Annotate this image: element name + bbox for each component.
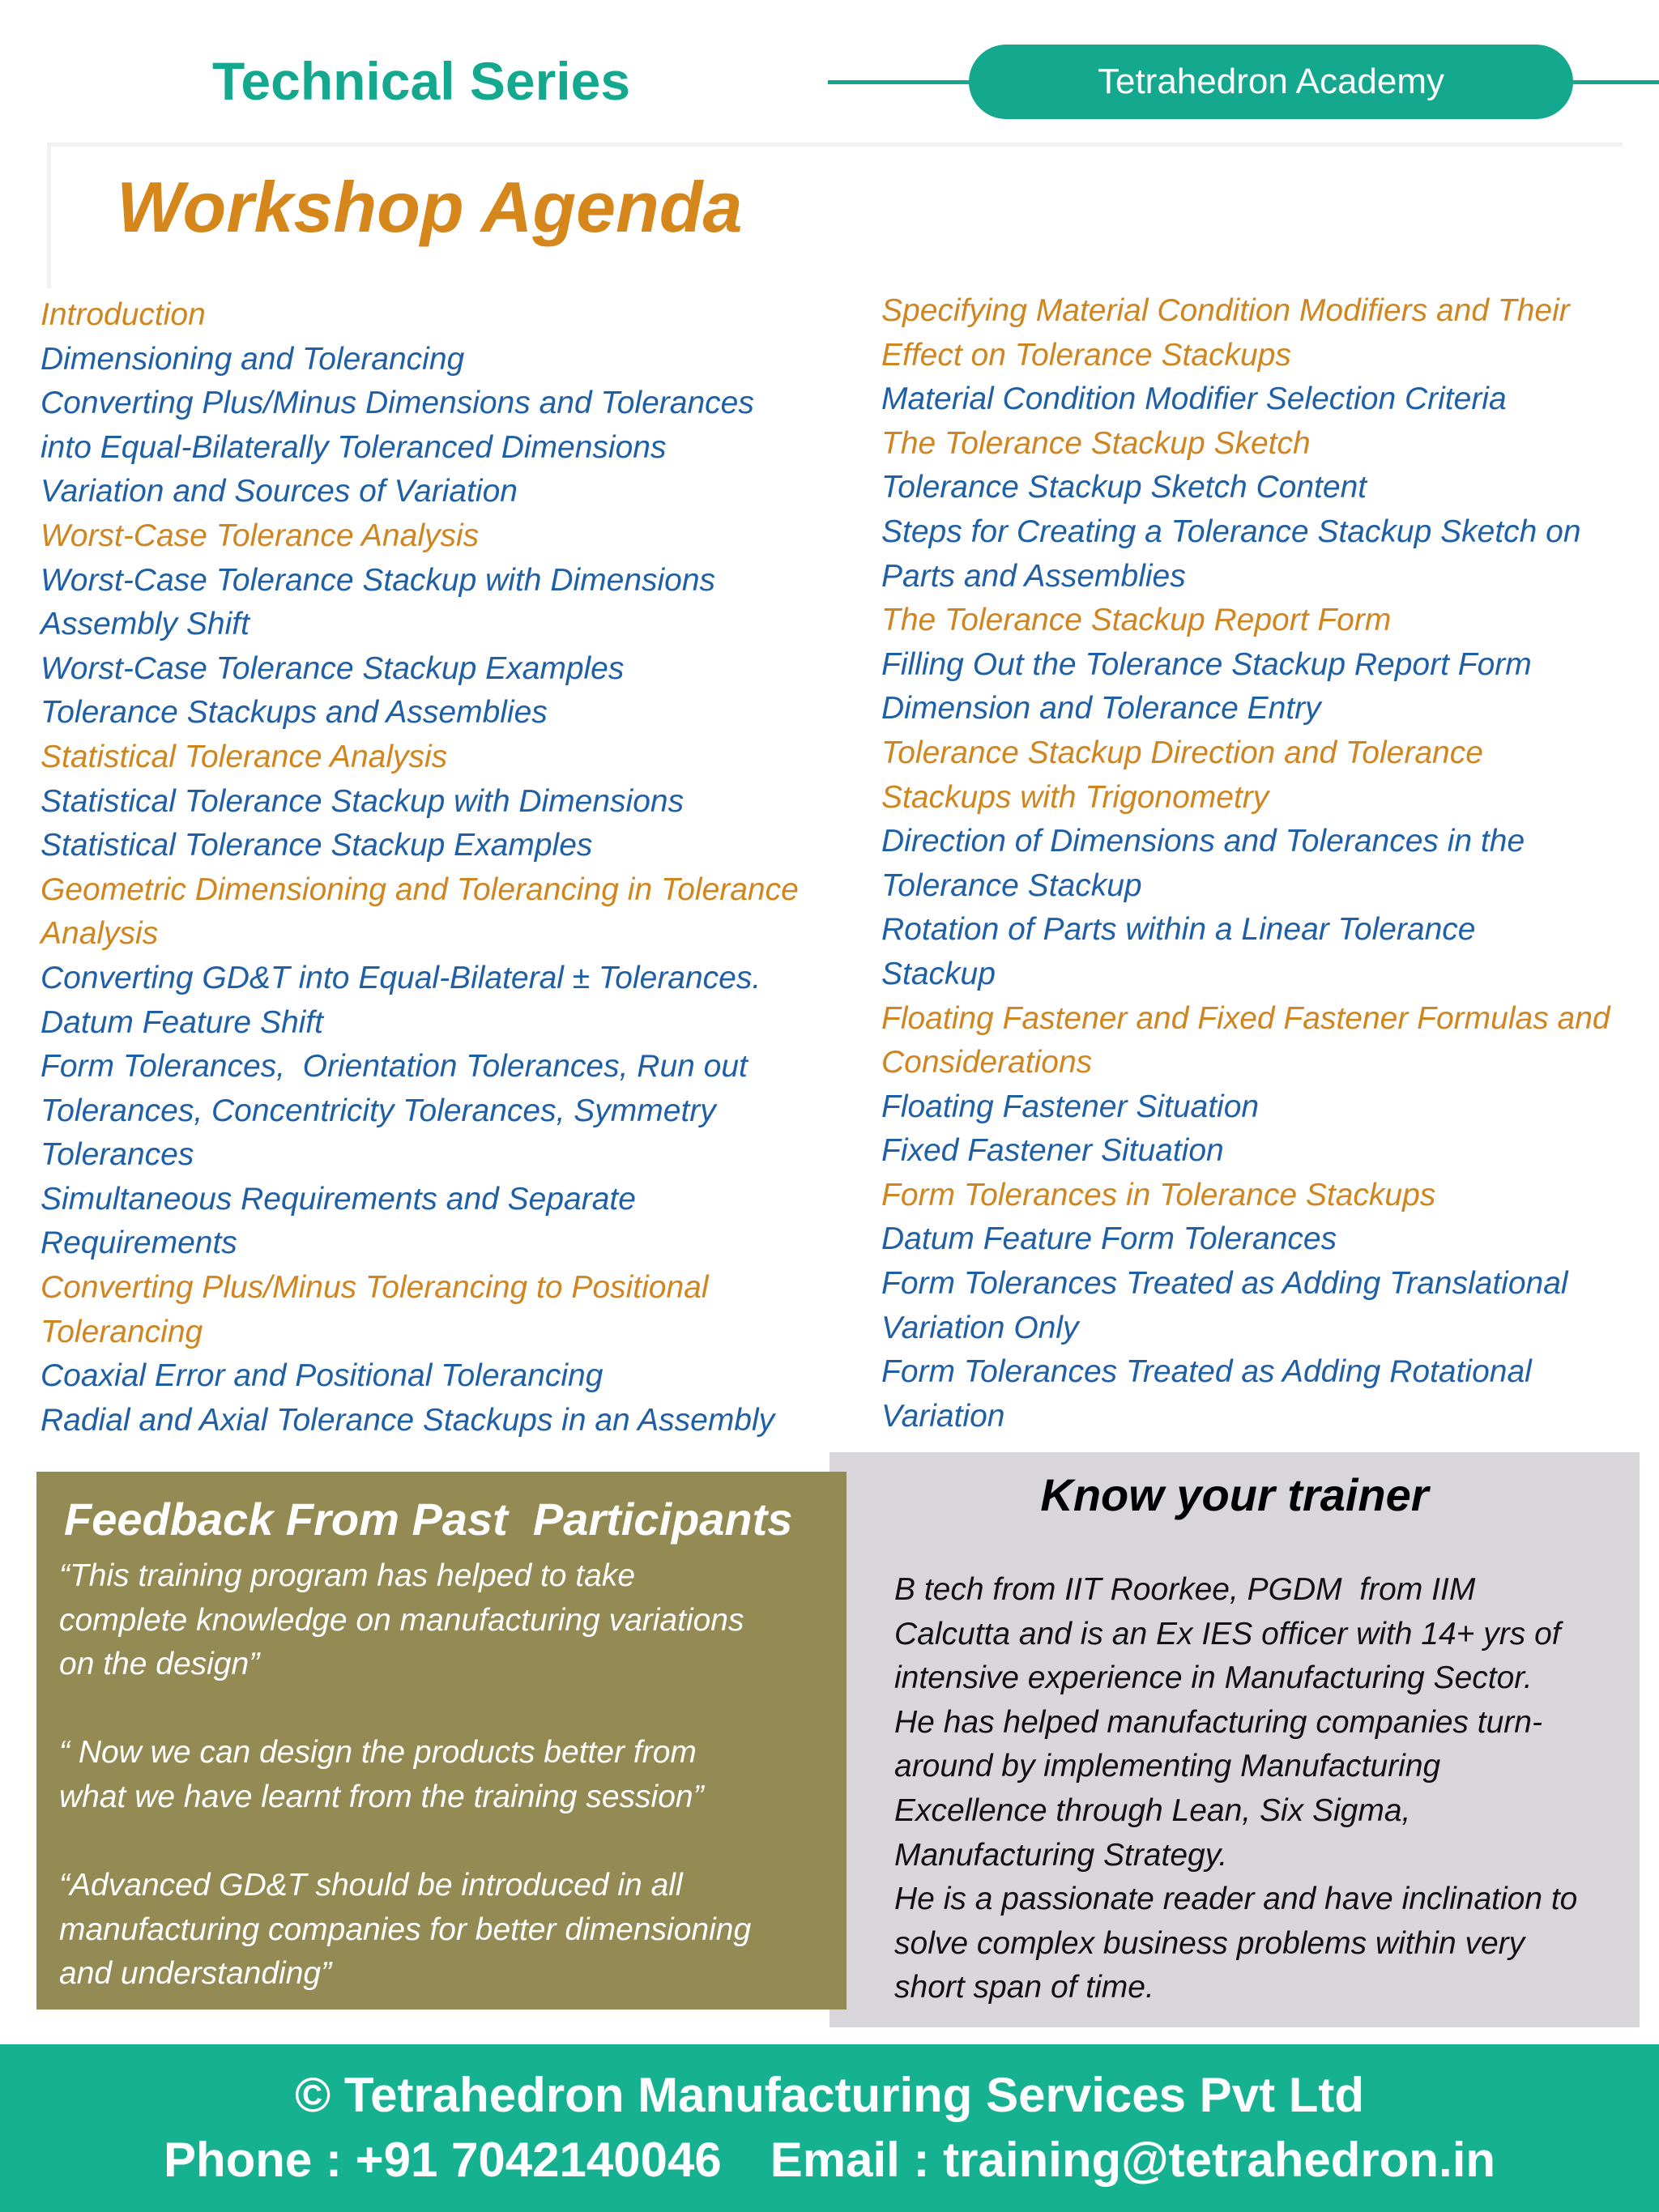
agenda-topic: Form Tolerances, Orientation Tolerances, Run out: [41, 1049, 748, 1085]
agenda-topic: Converting Plus/Minus Dimensions and Tolerances: [41, 386, 754, 421]
agenda-topic: Worst-Case Tolerance Stackup with Dimensions: [41, 562, 716, 598]
footer-contact: [0, 2132, 1659, 2188]
paragraph-gap: [59, 1820, 751, 1865]
agenda-left-column: [41, 293, 851, 1443]
feedback-title: Feedback From Past Participants: [64, 1494, 793, 1545]
footer-email: Email : training@tetrahedron.in: [770, 2133, 1496, 2187]
text-line: manufacturing companies for better dimensioning: [59, 1912, 752, 1947]
agenda-topic: Fixed Fastener Situation: [881, 1133, 1224, 1169]
agenda-topic: Datum Feature Form Tolerances: [881, 1221, 1337, 1257]
trainer-bio: [894, 1568, 1577, 2010]
agenda-topic: Variation and Sources of Variation: [41, 474, 518, 509]
agenda-section-heading: Tolerance Stackup Direction and Tolerance: [881, 735, 1483, 770]
text-line: “This training program has helped to take: [59, 1558, 636, 1593]
text-line: what we have learnt from the training session”: [59, 1779, 704, 1814]
agenda-topic: Filling Out the Tolerance Stackup Report Form: [881, 646, 1532, 682]
agenda-topic: Rotation of Parts within a Linear Tolerance: [881, 912, 1476, 948]
text-line: around by implementing Manufacturing: [894, 1749, 1441, 1784]
agenda-section-heading: Tolerancing: [41, 1314, 203, 1349]
text-line: “Advanced GD&T should be introduced in all: [59, 1868, 683, 1903]
text-line: on the design”: [59, 1647, 260, 1682]
agenda-section-heading: Introduction: [41, 297, 206, 332]
text-line: He is a passionate reader and have inclination to: [894, 1882, 1578, 1917]
agenda-topic: Tolerances, Concentricity Tolerances, Symmetry: [41, 1093, 716, 1128]
agenda-title: Workshop Agenda: [117, 167, 743, 247]
series-title: Technical Series: [212, 51, 631, 111]
text-line: Excellence through Lean, Six Sigma,: [894, 1792, 1411, 1828]
agenda-topic: Direction of Dimensions and Tolerances in the: [881, 824, 1525, 859]
agenda-section-heading: Statistical Tolerance Analysis: [41, 739, 448, 774]
agenda-topic: Coaxial Error and Positional Tolerancing: [41, 1358, 603, 1394]
text-line: “ Now we can design the products better from: [59, 1735, 697, 1771]
footer-phone: Phone : +91 7042140046: [163, 2133, 722, 2187]
agenda-topic: Datum Feature Shift: [41, 1004, 323, 1040]
agenda-section-heading: Converting Plus/Minus Tolerancing to Positional: [41, 1270, 709, 1306]
agenda-topic: into Equal-Bilaterally Toleranced Dimensions: [41, 429, 667, 465]
agenda-section-heading: Considerations: [881, 1045, 1093, 1080]
text-line: intensive experience in Manufacturing Sector.: [894, 1660, 1533, 1696]
text-line: Calcutta and is an Ex IES officer with 14+ yrs of: [894, 1616, 1561, 1652]
agenda-topic: Form Tolerances Treated as Adding Rotational: [881, 1354, 1532, 1390]
agenda-frame-top: [47, 143, 1623, 147]
agenda-section-heading: Form Tolerances in Tolerance Stackups: [881, 1177, 1436, 1213]
agenda-topic: Radial and Axial Tolerance Stackups in an Assembly: [41, 1402, 775, 1438]
agenda-right-column: [881, 289, 1643, 1438]
academy-badge: Tetrahedron Academy: [969, 45, 1573, 119]
agenda-section-heading: The Tolerance Stackup Report Form: [881, 603, 1392, 638]
text-line: B tech from IIT Roorkee, PGDM from IIM: [894, 1572, 1476, 1607]
agenda-topic: Worst-Case Tolerance Stackup Examples: [41, 650, 625, 686]
agenda-section-heading: Effect on Tolerance Stackups: [881, 337, 1291, 373]
feedback-quotes: [59, 1554, 751, 1997]
text-line: solve complex business problems within very: [894, 1925, 1525, 1961]
trainer-title: Know your trainer: [1040, 1469, 1429, 1520]
agenda-topic: Variation: [881, 1398, 1005, 1434]
agenda-topic: Requirements: [41, 1225, 237, 1261]
agenda-topic: Tolerances: [41, 1137, 194, 1173]
agenda-topic: Dimension and Tolerance Entry: [881, 691, 1321, 727]
text-line: and understanding”: [59, 1956, 332, 1992]
agenda-topic: Form Tolerances Treated as Adding Translational: [881, 1266, 1568, 1302]
agenda-topic: Simultaneous Requirements and Separate: [41, 1181, 636, 1217]
agenda-topic: Tolerance Stackup Sketch Content: [881, 470, 1367, 505]
agenda-section-heading: Worst-Case Tolerance Analysis: [41, 518, 480, 553]
agenda-section-heading: The Tolerance Stackup Sketch: [881, 425, 1311, 461]
agenda-topic: Assembly Shift: [41, 607, 249, 642]
text-line: short span of time.: [894, 1970, 1154, 2005]
agenda-section-heading: Floating Fastener and Fixed Fastener Formulas and: [881, 1000, 1610, 1036]
text-line: Manufacturing Strategy.: [894, 1837, 1228, 1873]
text-line: complete knowledge on manufacturing variations: [59, 1602, 744, 1638]
agenda-topic: Converting GD&T into Equal-Bilateral ± Tolerances.: [41, 960, 761, 995]
paragraph-gap: [59, 1687, 751, 1732]
footer-company: © Tetrahedron Manufacturing Services Pvt Ltd: [295, 2068, 1364, 2122]
agenda-section-heading: Analysis: [41, 916, 159, 952]
agenda-topic: Tolerance Stackup: [881, 867, 1142, 903]
agenda-section-heading: Specifying Material Condition Modifiers and Their: [881, 293, 1570, 328]
agenda-topic: Parts and Assemblies: [881, 558, 1186, 594]
agenda-frame-left: [47, 143, 51, 288]
agenda-topic: Variation Only: [881, 1310, 1079, 1345]
agenda-section-heading: Stackups with Trigonometry: [881, 779, 1269, 815]
agenda-topic: Tolerance Stackups and Assemblies: [41, 695, 548, 731]
agenda-topic: Steps for Creating a Tolerance Stackup Sketch on: [881, 514, 1581, 549]
agenda-topic: Statistical Tolerance Stackup with Dimensions: [41, 783, 684, 819]
agenda-section-heading: Geometric Dimensioning and Tolerancing in Tolerance: [41, 872, 799, 907]
agenda-topic: Dimensioning and Tolerancing: [41, 341, 465, 377]
text-line: He has helped manufacturing companies turn-: [894, 1704, 1542, 1740]
agenda-topic: Material Condition Modifier Selection Criteria: [881, 381, 1507, 417]
agenda-topic: Statistical Tolerance Stackup Examples: [41, 828, 593, 863]
footer-bar: [0, 2044, 1659, 2212]
agenda-topic: Stackup: [881, 956, 996, 991]
feedback-panel: [36, 1472, 847, 2010]
trainer-panel: [830, 1452, 1640, 2027]
agenda-topic: Floating Fastener Situation: [881, 1089, 1260, 1124]
